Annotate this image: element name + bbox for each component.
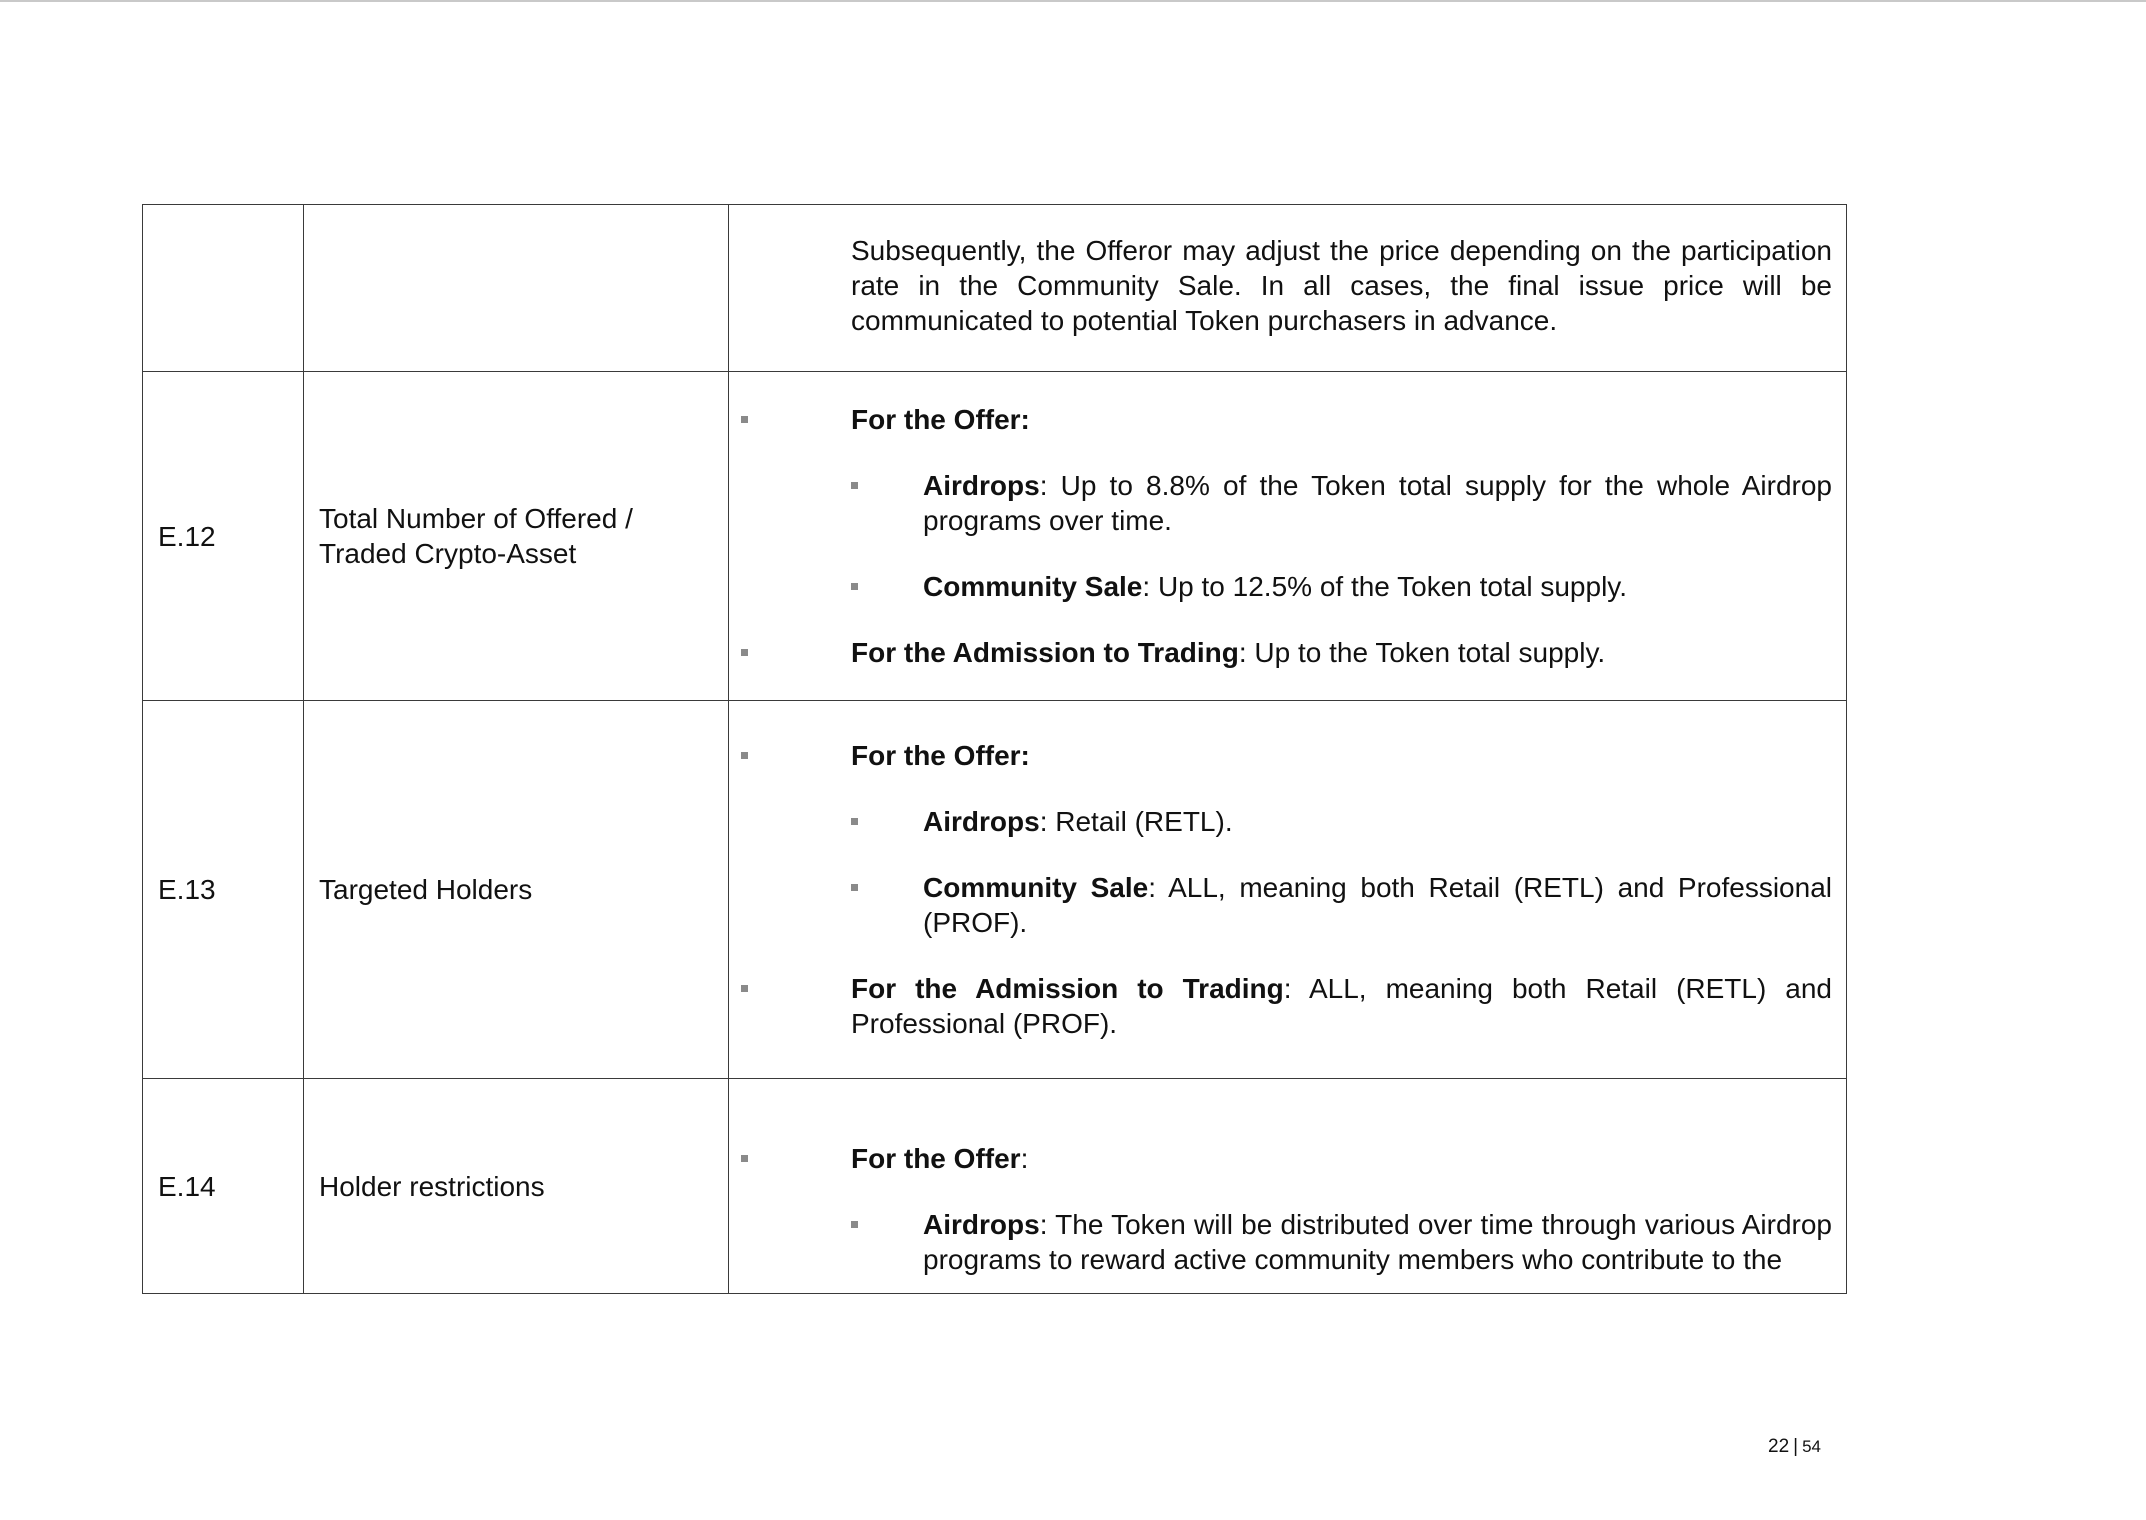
- square-bullet-icon: [851, 818, 858, 825]
- row-content-e12: [729, 372, 1847, 701]
- row-content-cell: [729, 205, 1847, 372]
- admission-term: For the Admission to Trading: [851, 973, 1284, 1004]
- square-bullet-icon: [851, 1221, 858, 1228]
- square-bullet-icon: [741, 752, 748, 759]
- square-bullet-icon: [741, 416, 748, 423]
- page-number: [1768, 1436, 1821, 1458]
- airdrops-term: Airdrops: [923, 1209, 1040, 1240]
- crypto-asset-info-table: [142, 204, 1847, 1294]
- page-separator: |: [1793, 1436, 1799, 1457]
- total-pages: 54: [1802, 1437, 1821, 1456]
- continuation-paragraph: Subsequently, the Offeror may adjust the price depending on the participation rate in the Community Sale. In all cases, the final issue price will be communicated to potential Token purchasers in advance.: [851, 235, 1832, 336]
- table-row-e14: [143, 1079, 1847, 1294]
- row-label-e14: Holder restrictions: [304, 1079, 729, 1294]
- community-sale-term: Community Sale: [923, 571, 1143, 602]
- airdrops-text: : The Token will be distributed over time through various Airdrop programs to reward active community members who contribute to the: [923, 1209, 1832, 1275]
- top-rule: [0, 0, 2146, 2]
- list-item: [923, 569, 1832, 604]
- list-item: [923, 870, 1832, 940]
- airdrops-term: Airdrops: [923, 470, 1040, 501]
- row-code-e14: E.14: [143, 1079, 304, 1294]
- square-bullet-icon: [741, 985, 748, 992]
- row-code-e12: E.12: [143, 372, 304, 701]
- list-item: [923, 1207, 1832, 1277]
- row-label-cell: [304, 205, 729, 372]
- list-item: [851, 1141, 1832, 1176]
- list-item: [851, 402, 1832, 437]
- offer-heading: For the Offer:: [851, 404, 1030, 435]
- row-label-e13: Targeted Holders: [304, 701, 729, 1079]
- admission-text: : ALL, meaning both Retail (RETL) and Professional (PROF).: [851, 973, 1833, 1039]
- community-sale-term: Community Sale: [923, 872, 1149, 903]
- square-bullet-icon: [851, 482, 858, 489]
- row-code-e13: E.13: [143, 701, 304, 1079]
- airdrops-text: : Retail (RETL).: [1039, 806, 1233, 837]
- table-row-e13: [143, 701, 1847, 1079]
- offer-heading: For the Offer: [851, 1143, 1021, 1174]
- row-content-e13: [729, 701, 1847, 1079]
- current-page: 22: [1768, 1436, 1790, 1457]
- airdrops-text: : Up to 8.8% of the Token total supply for the whole Airdrop programs over time.: [923, 470, 1832, 536]
- table-row-continuation: [143, 205, 1847, 372]
- admission-term: For the Admission to Trading: [851, 637, 1239, 668]
- offer-heading: For the Offer:: [851, 740, 1030, 771]
- list-item: [851, 635, 1832, 670]
- community-sale-text: : Up to 12.5% of the Token total supply.: [1142, 571, 1627, 602]
- list-item: [923, 804, 1832, 839]
- list-item: [851, 971, 1832, 1041]
- admission-text: : Up to the Token total supply.: [1238, 637, 1606, 668]
- row-content-e14: [729, 1079, 1847, 1294]
- row-label-e12: Total Number of Offered / Traded Crypto-Asset: [304, 372, 729, 701]
- list-item: [851, 738, 1832, 773]
- square-bullet-icon: [741, 649, 748, 656]
- square-bullet-icon: [851, 884, 858, 891]
- list-item: [923, 468, 1832, 538]
- airdrops-term: Airdrops: [923, 806, 1040, 837]
- table-row-e12: [143, 372, 1847, 701]
- square-bullet-icon: [851, 583, 858, 590]
- row-code-cell: [143, 205, 304, 372]
- square-bullet-icon: [741, 1155, 748, 1162]
- community-sale-text: : ALL, meaning both Retail (RETL) and Professional (PROF).: [923, 872, 1832, 938]
- offer-heading-suffix: :: [1020, 1143, 1029, 1174]
